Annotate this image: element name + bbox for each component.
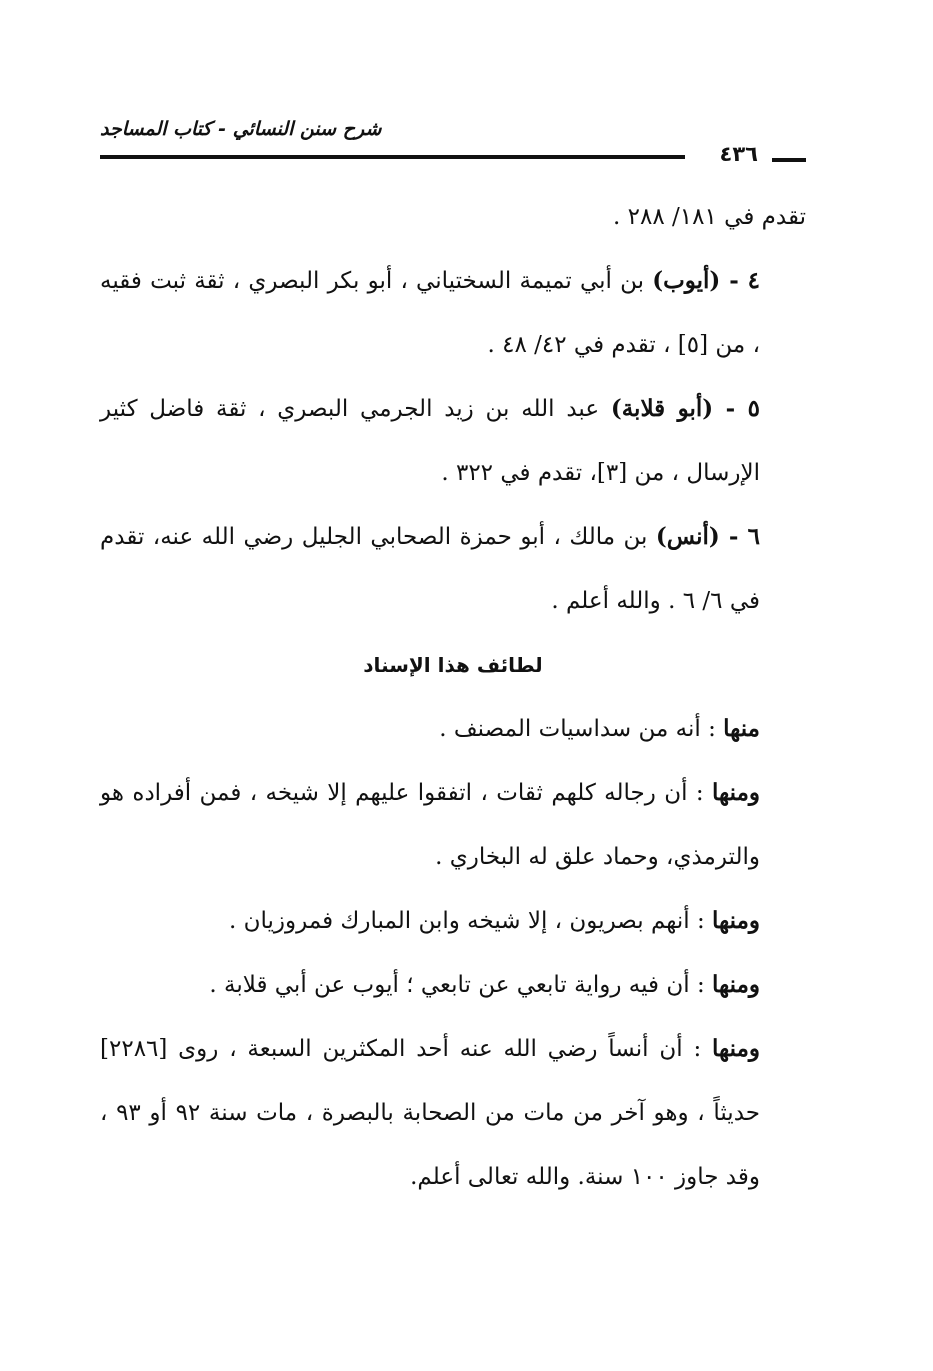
page-body: [100, 185, 806, 1209]
narrator-text: بن مالك ، أبو حمزة الصحابي الجليل رضي الله عنه، تقدم في ٦/ ٦ . والله أعلم .: [100, 524, 760, 614]
point-entry: [100, 1017, 806, 1209]
narrator-name: ٦ - (أنس): [655, 523, 760, 550]
point-lead: ومنها: [712, 1035, 760, 1062]
running-title: شرح سنن النسائي - كتاب المساجد: [100, 118, 382, 140]
narrator-text: عبد الله بن زيد الجرمي البصري ، ثقة فاضل كثير الإرسال ، من [٣]، تقدم في ٣٢٢ .: [100, 396, 760, 486]
narrator-text: بن أبي تميمة السختياني ، أبو بكر البصري ، ثقة ثبت فقيه ، من [٥] ، تقدم في ٤٢/ ٤٨ .: [100, 268, 760, 358]
point-text: : أن رجاله كلهم ثقات ، اتفقوا عليهم إلا شيخه ، فمن أفراده هو والترمذي، وحماد علق له البخاري .: [100, 780, 760, 870]
page-number-dash: [772, 158, 806, 162]
point-lead: ومنها: [712, 907, 760, 934]
point-entry: [100, 889, 806, 953]
point-entry: [100, 953, 806, 1017]
point-lead: منها: [723, 715, 760, 742]
narrator-entry: [100, 505, 806, 633]
header-rule: [100, 155, 685, 159]
paragraph-text: تقدم في ١٨١/ ٢٨٨ .: [613, 204, 806, 230]
point-entry: [100, 697, 806, 761]
paragraph-continuation: [100, 185, 806, 249]
page-header: [100, 112, 806, 172]
narrator-name: ٤ - (أيوب): [652, 267, 761, 294]
point-text: : أن فيه رواية تابعي عن تابعي ؛ أيوب عن أبي قلابة .: [209, 972, 713, 998]
narrator-entry: [100, 249, 806, 377]
narrator-name: ٥ - (أبو قلابة): [610, 395, 760, 422]
section-heading: لطائف هذا الإسناد: [363, 653, 543, 677]
point-lead: ومنها: [712, 779, 760, 806]
point-entry: [100, 761, 806, 889]
point-text: : أن أنساً رضي الله عنه أحد المكثرين السبعة ، روى [٢٢٨٦] حديثاً ، وهو آخر من مات من الصحابة بالبصرة ، مات سنة ٩٢ أو ٩٣ ، وقد جاوز ١٠٠ سنة. والله تعالى أعلم.: [100, 1036, 760, 1190]
narrator-entry: [100, 377, 806, 505]
point-text: : أنهم بصريون ، إلا شيخه وابن المبارك فمروزيان .: [229, 908, 713, 934]
point-lead: ومنها: [712, 971, 760, 998]
page-number: ٤٣٦: [719, 142, 758, 166]
point-text: : أنه من سداسيات المصنف .: [439, 716, 724, 742]
